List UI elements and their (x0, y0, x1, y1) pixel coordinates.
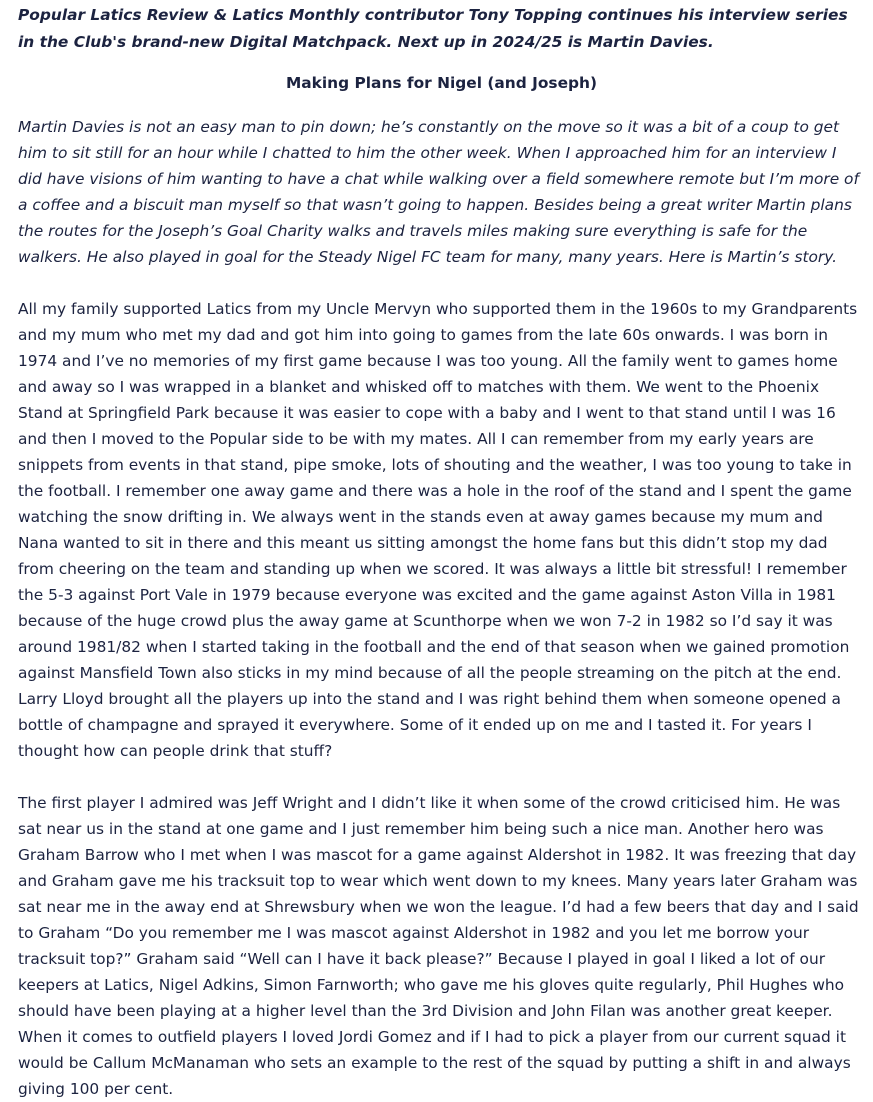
article-headline: Making Plans for Nigel (and Joseph) (285, 74, 598, 92)
lede-paragraph: Martin Davies is not an easy man to pin down; he’s constantly on the move so it was a bit of a coup to get him to sit still for an hour while I chatted to him the other week. When I approached him for an interview I did have visions of him wanting to have a chat while walking over a field somewhere remote but I’m more of a coffee and a biscuit man myself so that wasn’t going to happen. Besides being a great writer Martin plans the routes for the Joseph’s Goal Charity walks and travels miles making sure everything is safe for the walkers. He also played in goal for the Steady Nigel FC team for many, many years. Here is Martin’s story. (18, 118, 859, 266)
intro-text: Popular Latics Review & Latics Monthly contributor Tony Topping continues his interview series in the Club's brand-new Digital Matchpack. Next up in 2024/25 is Martin Davies. (18, 6, 848, 51)
body-paragraph: The first player I admired was Jeff Wright and I didn’t like it when some of the crowd criticised him. He was sat near us in the stand at one game and I just remember him being such a nice man. Another hero was Graham Barrow who I met when I was mascot for a game against Aldershot in 1982. It was freezing that day and Graham gave me his tracksuit top to wear which went down to my knees. Many years later Graham was sat near me in the away end at Shrewsbury when we won the league. I’d had a few beers that day and I said to Graham “Do you remember me I was mascot against Aldershot in 1982 and you let me borrow your tracksuit top?” Graham said “Well can I have it back please?” Because I played in goal I liked a lot of our keepers at Latics, Nigel Adkins, Simon Farnworth; who gave me his gloves quite regularly, Phil Hughes who should have been playing at a higher level than the 3rd Division and John Filan was another great keeper. When it comes to outfield players I loved Jordi Gomez and if I had to pick a player from our current squad it would be Callum McManaman who sets an example to the rest of the squad by putting a shift in and always giving 100 per cent. (18, 794, 859, 1098)
body-paragraph: All my family supported Latics from my Uncle Mervyn who supported them in the 1960s to my Grandparents and my mum who met my dad and got him into going to games from the late 60s onwards. I was born in 1974 and I’ve no memories of my first game because I was too young. All the family went to games home and away so I was wrapped in a blanket and whisked off to matches with them. We went to the Phoenix Stand at Springfield Park because it was easier to cope with a baby and I went to that stand until I was 16 and then I moved to the Popular side to be with my mates. All I can remember from my early years are snippets from events in that stand, pipe smoke, lots of shouting and the weather, I was too young to take in the football. I remember one away game and there was a hole in the roof of the stand and I spent the game watching the snow drifting in. We always went in the stands even at away games because my mum and Nana wanted to sit in there and this meant us sitting amongst the home fans but this didn’t stop my dad from cheering on the team and standing up when we scored. It was always a little bit stressful! I remember the 5-3 against Port Vale in 1979 because everyone was excited and the game against Aston Villa in 1981 because of the huge crowd plus the away game at Scunthorpe when we won 7-2 in 1982 so I’d say it was around 1981/82 when I started taking in the football and the end of that season when we gained promotion against Mansfield Town also sticks in my mind because of all the people streaming on the pitch at the end. Larry Lloyd brought all the players up into the stand and I was right behind them when someone opened a bottle of champagne and sprayed it everywhere. Some of it ended up on me and I tasted it. For years I thought how can people drink that stuff? (18, 300, 858, 760)
